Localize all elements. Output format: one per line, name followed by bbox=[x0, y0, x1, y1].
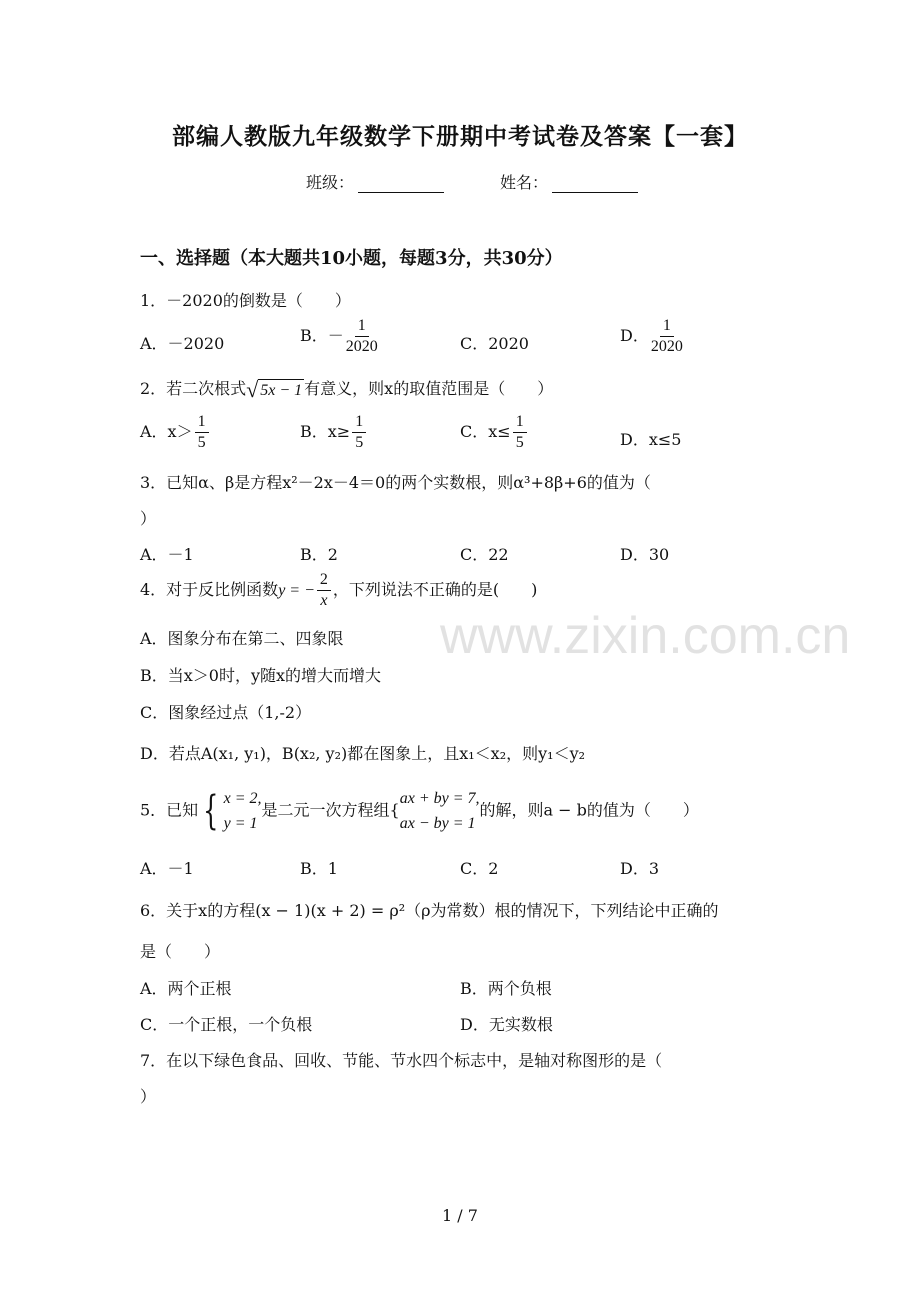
q3-option-c: C．22 bbox=[460, 545, 509, 564]
q4-fn-den: x bbox=[320, 592, 328, 609]
q2-option-d: D．x≤5 bbox=[620, 430, 682, 449]
name-label: 姓名： bbox=[500, 173, 549, 192]
q5-pre: 5．已知 bbox=[140, 800, 199, 820]
q5-option-b: B．1 bbox=[300, 859, 338, 878]
q2-stem-post: 有意义，则x的取值范围是（ ） bbox=[304, 379, 554, 398]
q1-d-prefix: D． bbox=[620, 326, 649, 345]
q4-fn-num: 2 bbox=[317, 572, 331, 591]
q4-fn-lhs: y = − bbox=[278, 582, 315, 599]
q4-fn-fraction bbox=[317, 572, 331, 609]
q6-option-c: C．一个正根，一个负根 bbox=[140, 1015, 313, 1034]
q2-c-prefix: C．x≤ bbox=[460, 422, 511, 441]
class-field bbox=[306, 170, 444, 193]
page-number: 1 / 7 bbox=[442, 1206, 478, 1225]
class-blank bbox=[358, 174, 444, 193]
q6-option-d: D．无实数根 bbox=[460, 1015, 553, 1034]
class-label: 班级： bbox=[306, 173, 355, 192]
q2-c-den: 5 bbox=[515, 434, 524, 451]
q7-stem-line1: 7．在以下绿色食品、回收、节能、节水四个标志中，是轴对称图形的是（ bbox=[140, 1051, 663, 1070]
q2-radicand: 5x − 1 bbox=[258, 379, 304, 401]
q5-s1-row1: x = 2, bbox=[223, 790, 262, 807]
watermark: www.zixin.com.cn bbox=[440, 607, 851, 665]
q5-option-a: A．－1 bbox=[140, 859, 194, 878]
q4-option-b: B．当x＞0时，y随x的增大而增大 bbox=[140, 666, 382, 685]
q5-post: 的解，则a − b的值为（ ） bbox=[479, 800, 699, 820]
q2-b-prefix: B．x≥ bbox=[300, 422, 351, 441]
q4-option-c: C．图象经过点（1,-2） bbox=[140, 703, 312, 722]
q2-b-num: 1 bbox=[352, 414, 366, 433]
q4-stem-post: ，下列说法不正确的是( ) bbox=[332, 580, 538, 599]
q3-option-b: B．2 bbox=[300, 545, 338, 564]
q4-stem bbox=[140, 572, 537, 609]
q5-s2-row1: ax + by = 7, bbox=[399, 790, 480, 807]
q1-d-den: 2020 bbox=[650, 338, 683, 355]
q2-option-b bbox=[300, 414, 368, 451]
q5-stem bbox=[140, 786, 699, 836]
q1-option-c: C．2020 bbox=[460, 334, 529, 353]
name-field bbox=[500, 170, 638, 193]
q6-option-a: A．两个正根 bbox=[140, 979, 232, 998]
q1-b-den: 2020 bbox=[345, 338, 378, 355]
q2-option-a bbox=[140, 414, 211, 451]
q5-mid: 是二元一次方程组{ bbox=[261, 800, 400, 820]
q1-d-fraction bbox=[651, 318, 683, 355]
q6-stem-line1: 6．关于x的方程(x − 1)(x + 2) = ρ²（ρ为常数）根的情况下，下列结论中正确的 bbox=[140, 901, 719, 920]
q2-stem bbox=[140, 376, 553, 401]
q6-option-b: B．两个负根 bbox=[460, 979, 552, 998]
q3-stem-line1: 3．已知α、β是方程x²－2x－4＝0的两个实数根，则α³+8β+6的值为（ bbox=[140, 473, 651, 492]
name-blank bbox=[552, 174, 638, 193]
q1-option-b bbox=[300, 318, 380, 355]
q4-option-d: D．若点A(x₁, y₁)，B(x₂, y₂)都在图象上，且x₁＜x₂，则y₁＜y₂ bbox=[140, 744, 586, 763]
q2-c-num: 1 bbox=[513, 414, 527, 433]
q7-stem-line2: ） bbox=[140, 1087, 157, 1106]
q5-system2 bbox=[400, 786, 480, 836]
q2-b-fraction bbox=[352, 414, 366, 451]
page-title: 部编人教版九年级数学下册期中考试卷及答案【一套】 bbox=[172, 123, 748, 150]
q4-option-a: A．图象分布在第二、四象限 bbox=[140, 629, 344, 648]
q2-b-den: 5 bbox=[355, 434, 364, 451]
q5-s2-row2: ax − by = 1 bbox=[399, 815, 476, 832]
q5-option-c: C．2 bbox=[460, 859, 499, 878]
q3-option-a: A．－1 bbox=[140, 545, 194, 564]
q3-option-d: D．30 bbox=[620, 545, 670, 564]
q1-stem: 1．－2020的倒数是（ ） bbox=[140, 291, 351, 310]
q6-stem-line2: 是（ ） bbox=[140, 942, 221, 961]
q2-c-fraction bbox=[513, 414, 527, 451]
q1-option-a: A．－2020 bbox=[140, 334, 225, 353]
q2-a-fraction bbox=[195, 414, 209, 451]
q1-b-num: 1 bbox=[355, 318, 369, 337]
q2-stem-pre: 2．若二次根式 bbox=[140, 379, 247, 398]
q2-a-prefix: A．x＞ bbox=[140, 422, 193, 441]
q5-option-d: D．3 bbox=[620, 859, 660, 878]
q2-sqrt: √ 5x − 1 bbox=[246, 376, 303, 402]
q4-stem-pre: 4．对于反比例函数 bbox=[140, 580, 279, 599]
q2-option-c bbox=[460, 414, 529, 451]
q3-stem-line2: ） bbox=[140, 509, 157, 528]
q5-s1-row2: y = 1 bbox=[223, 815, 258, 832]
q2-a-den: 5 bbox=[197, 434, 206, 451]
q1-b-fraction bbox=[346, 318, 378, 355]
q1-option-d bbox=[620, 318, 685, 355]
q1-d-num: 1 bbox=[660, 318, 674, 337]
q5-system1: { x = 2, y = 1 bbox=[203, 788, 262, 834]
q1-b-prefix: B．－ bbox=[300, 326, 344, 345]
q2-a-num: 1 bbox=[195, 414, 209, 433]
section-heading: 一、选择题（本大题共10小题，每题3分，共30分） bbox=[140, 248, 563, 269]
